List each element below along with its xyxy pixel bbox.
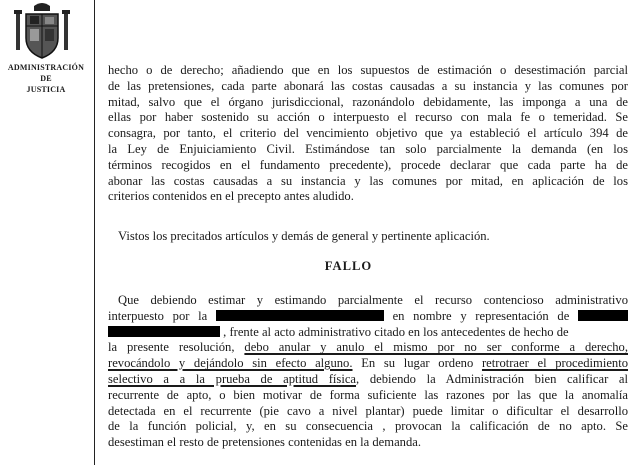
- ministry-line: ADMINISTRACIÓN: [7, 63, 85, 72]
- text-line: Que debiendo estimar y estimando parcialmente el recurso contencioso administrativo: [118, 293, 628, 307]
- ministry-label: [0, 62, 92, 95]
- redaction-block: [578, 310, 628, 321]
- text-line: términos recogidos en el fundamento precedente), procede declarar que cada parte ha de: [108, 157, 628, 172]
- text-line: revocándolo y dejándolo sin efecto alguno. En su lugar ordeno retrotraer el procedimiento: [108, 356, 629, 371]
- text-line: Vistos los precitados artículos y demás de general y pertinente aplicación.: [118, 229, 490, 243]
- text-line: de las pretensiones, cada parte abonará las costas causadas a su instancia y las comunes por: [108, 78, 628, 93]
- paragraph-vistos: [108, 229, 628, 245]
- underlined-ruling: retrotraer el procedimiento: [481, 356, 629, 371]
- ministry-line: JUSTICIA: [26, 85, 66, 94]
- underlined-ruling: revocándolo y dejándolo sin efecto alguno.: [108, 356, 353, 371]
- underlined-ruling: debo anular y anulo el mismo por no ser conforme a derecho,: [244, 340, 628, 355]
- redaction-block: [108, 326, 220, 337]
- redaction-block: [216, 310, 384, 321]
- margin-rule: [94, 0, 95, 465]
- text-line: hecho o de derecho; añadiendo que en los supuestos de estimación o desestimación parcial: [108, 63, 628, 77]
- text-line: criterios contenidos en el precepto antes aludido.: [108, 189, 354, 204]
- ministry-line: DE: [40, 74, 52, 83]
- text-line: selectivo a a la prueba de aptitud física, debiendo la Administración bien calificar al: [108, 371, 629, 386]
- sidebar: [0, 0, 94, 465]
- underlined-ruling: selectivo a a la prueba de aptitud física: [108, 371, 357, 386]
- text-line: ellas por haber sostenido su acción o interpuesto el recurso con mala fe o temeridad. Se: [108, 110, 628, 125]
- text-line: la Ley de Enjuiciamiento Civil. Estimándose tan solo parcialmente la demanda (en los: [108, 141, 628, 156]
- paragraph-costs: [108, 63, 628, 205]
- text-line: de la función policial, y, en su consecuencia , provocan la calificación de no apto. Se: [108, 419, 628, 434]
- text-line: desestiman el resto de pretensiones contenidas en la demanda.: [108, 435, 421, 450]
- text-line: la presente resolución, debo anular y anulo el mismo por no ser conforme a derecho,: [108, 340, 628, 355]
- text-line: recurrente de apto, o bien motivar de forma suficiente las razones por las que la anomalía: [108, 387, 628, 402]
- text-line: interpuesto por la en nombre y representación de: [108, 309, 628, 325]
- text-line: detectada en el recurrente (pie cavo a nivel plantar) puede limitar o dificultar el desarrollo: [108, 403, 628, 418]
- coat-of-arms-icon: [10, 2, 74, 62]
- text-line: , frente al acto administrativo citado en los antecedentes de hecho de: [108, 325, 628, 341]
- paragraph-fallo: [108, 293, 628, 451]
- text-line: abonar las costas causadas a su instancia y las comunes por mitad, en aplicación de los: [108, 173, 628, 188]
- section-heading: FALLO: [324, 259, 373, 273]
- text-line: consagra, por tanto, el criterio del vencimiento objetivo que ya estableció el artículo 394 de: [108, 126, 628, 141]
- text-line: mitad, salvo que el órgano jurisdiccional, razonándolo debidamente, las imponga a una de: [108, 94, 628, 109]
